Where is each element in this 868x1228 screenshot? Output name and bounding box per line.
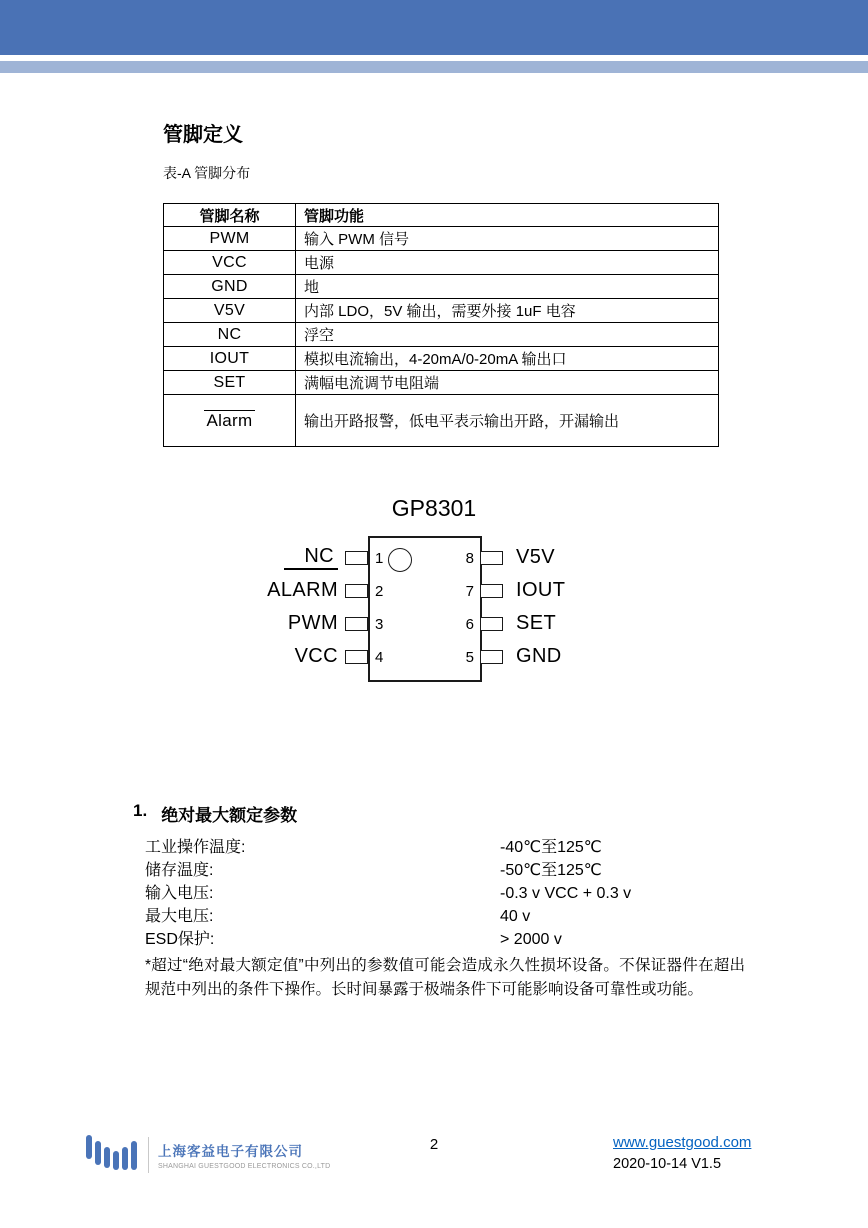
pin-pad-7 [480,584,503,598]
rating-label: 工业操作温度: [145,839,246,856]
table-row [164,395,719,447]
rating-label: 最大电压: [145,908,214,925]
rating-row [145,882,868,905]
pin-pad-3 [345,617,368,631]
pin-name-cell: SET [164,371,296,395]
company-name-cn: 上海客益电子有限公司 [158,1144,303,1159]
page-number: 2 [429,1136,439,1153]
page-title: 管脚定义 [163,124,243,146]
pin-pad-6 [480,617,503,631]
pin-func-cell: 输入 PWM 信号 [296,227,719,251]
section-number: 1. [133,801,148,820]
pin-func-cell: 满幅电流调节电阻端 [296,371,719,395]
pin-pad-2 [345,584,368,598]
website-link[interactable]: www.guestgood.com [613,1134,752,1151]
table-row [164,251,719,275]
rating-value: -40℃至125℃ [500,839,602,856]
pin-label-set: SET [516,612,557,634]
rating-value: > 2000 v [500,931,562,948]
table-row [164,299,719,323]
ratings-list [145,836,868,951]
rating-label: 输入电压: [145,885,214,902]
pin-func-cell: 模拟电流输出，4-20mA/0-20mA 输出口 [296,347,719,371]
table-row [164,323,719,347]
table-row [164,227,719,251]
table-caption: 表-A 管脚分布 [163,165,251,181]
pin-name-cell: VCC [164,251,296,275]
pin-number: 2 [375,583,384,600]
page-footer [0,1128,868,1190]
nc-underline-text: NC [284,545,338,570]
header-band-dark [0,0,868,55]
pin-func-cell: 内部 LDO，5V 输出，需要外接 1uF 电容 [296,299,719,323]
header-band-light [0,61,868,73]
pin-label-pwm: PWM [287,612,338,634]
pin-func-cell: 地 [296,275,719,299]
pin-number: 4 [375,649,384,666]
rating-value: -50℃至125℃ [500,862,602,879]
pin-name-cell: PWM [164,227,296,251]
header-pin-function: 管脚功能 [296,204,719,227]
rating-value: 40 v [500,908,531,925]
rating-row [145,905,868,928]
pin1-notch-circle [388,548,412,572]
pin-label-gnd: GND [516,645,562,667]
section-heading-text: 绝对最大额定参数 [161,806,298,825]
pin-name-cell: V5V [164,299,296,323]
pin-func-cell: 电源 [296,251,719,275]
table-header-row [164,204,719,227]
pin-func-cell: 输出开路报警，低电平表示输出开路，开漏输出 [296,395,719,447]
pin-pad-4 [345,650,368,664]
pin-number: 8 [465,550,474,567]
rating-row [145,836,868,859]
company-name-en: SHANGHAI GUESTGOOD ELECTRONICS CO.,LTD [158,1163,331,1170]
ratings-note: *超过“绝对最大额定值”中列出的参数值可能会造成永久性损坏设备。不保证器件在超出规范中列出的条件下操作。长时间暴露于极端条件下可能影响设备可靠性或功能。 [145,957,745,998]
rating-label: 储存温度: [145,862,214,879]
rating-value: -0.3 v VCC + 0.3 v [500,885,632,902]
footer-right-block [613,1134,751,1172]
pin-pad-5 [480,650,503,664]
ratings-section-heading [133,801,868,826]
pin-label-vcc: VCC [294,645,338,667]
pin-definition-table [163,203,719,447]
table-row [164,347,719,371]
pin-label-v5v: V5V [516,546,556,568]
pin-func-cell: 浮空 [296,323,719,347]
pin-name-cell: GND [164,275,296,299]
pin-pad-8 [480,551,503,565]
header-pin-name: 管脚名称 [164,204,296,227]
rating-row [145,859,868,882]
table-row [164,275,719,299]
alarm-overline-text: Alarm [204,410,256,430]
table-row [164,371,719,395]
chip-title: GP8301 [391,495,477,521]
pin-label-iout: IOUT [516,579,566,601]
date-version: 2020-10-14 V1.5 [613,1156,722,1172]
pinout-diagram [0,491,868,709]
pin-label-alarm: ALARM [267,579,338,601]
pin-pad-1 [345,551,368,565]
rating-row [145,928,868,951]
pin-name-cell: IOUT [164,347,296,371]
pin-number: 7 [465,583,474,600]
pin-name-cell [164,395,296,447]
pin-number: 1 [375,550,384,567]
pin-label-nc [140,545,338,568]
pin-name-cell: NC [164,323,296,347]
rating-label: ESD保护: [145,931,215,948]
pin-number: 6 [465,616,474,633]
pin-number: 3 [375,616,384,633]
pin-number: 5 [465,649,474,666]
